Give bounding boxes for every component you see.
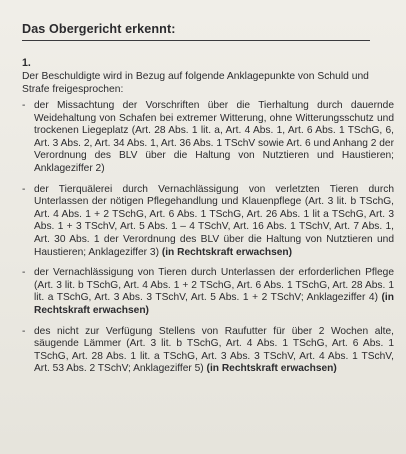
legal-status-note: (in Rechtskraft erwachsen)	[206, 363, 337, 375]
list-bullet: -	[22, 100, 26, 111]
page-heading: Das Obergericht erkennt:	[22, 22, 370, 41]
intro-paragraph: Der Beschuldigte wird in Bezug auf folgende Anklagepunkte von Schuld und Strafe freigesprochen:	[22, 71, 369, 95]
legal-status-note: (in Rechtskraft erwachsen)	[161, 246, 293, 258]
charge-text: der Missachtung der Vorschriften über die Tierhaltung durch dauernde Weidehaltung von Schafen bei extremer Witterung, ohne Witterungsschutz und trockenen Liegeplatz (Art. 28 Abs. 1 lit. a, Art. 4 Abs. 1, Art. 6 Abs. 1 TSchG, 6, Art. 3 Abs. 2, Art. 34 Abs. 1, Art. 36 Abs. 1 TSchV sowie Art. 6 und Anhang 2 der Verordnung des BLV über die Haltung von Nutztieren und Haustieren; Anklageziffer 2)	[34, 100, 394, 174]
charge-list	[22, 100, 394, 384]
charge-text: der Tierquälerei durch Vernachlässigung von verletzten Tieren durch Unterlassen der nötigen Pflegehandlung und Klauenpflege (Art. 3 lit. b TSchG, Art. 4 Abs. 1 + 2 TSchG, Art. 6 Abs. 1 TSchG, Art. 26 Abs. 1 lit a TSchG, Art. 3 Abs. 1 + 3 TSchV, Art. 5 Abs. 1 – 4 TSchV, Art. 16 Abs. 1 TSchV, Art. 7 Abs. 1, Art. 30 Abs. 1 der Verordnung des BLV über die Haltung von Nutztieren und Haustieren; Anklageziffer 3)	[34, 183, 394, 258]
list-bullet: -	[22, 183, 26, 195]
charge-text: des nicht zur Verfügung Stellens von Raufutter für über 2 Wochen alte, säugende Lämmer (Art. 3 lit. b TSchG, Art. 4 Abs. 1 TSchG, Art. 6 Abs. 1 TSchG, Art. 28 Abs. 1 lit. a TSchG, Art. 3 Abs. 3 TSchV, Art. 4 Abs. 1 TSchV, Art. 53 Abs. 2 TSchV; Anklageziffer 5)	[34, 325, 394, 375]
charge-item	[22, 267, 394, 317]
charge-item	[22, 326, 394, 376]
list-bullet: -	[22, 267, 26, 279]
legal-status-note: (in Rechtskraft erwachsen)	[34, 292, 394, 316]
section-number: 1.	[22, 57, 31, 69]
charge-text: der Vernachlässigung von Tieren durch Unterlassen der erforderlichen Pflege (Art. 3 lit. b TSchG, Art. 4 Abs. 1 + 2 TSchG, Art. 6 Abs. 1 TSchG, Art. 28 Abs. 1 lit. a TSchG, Art. 3 Abs. 3 TSchV, Art. 5 Abs. 1 + 2 TSchV; Anklageziffer 4)	[34, 267, 394, 304]
charge-item	[22, 100, 394, 176]
charge-item	[22, 184, 394, 260]
list-bullet: -	[22, 325, 26, 337]
